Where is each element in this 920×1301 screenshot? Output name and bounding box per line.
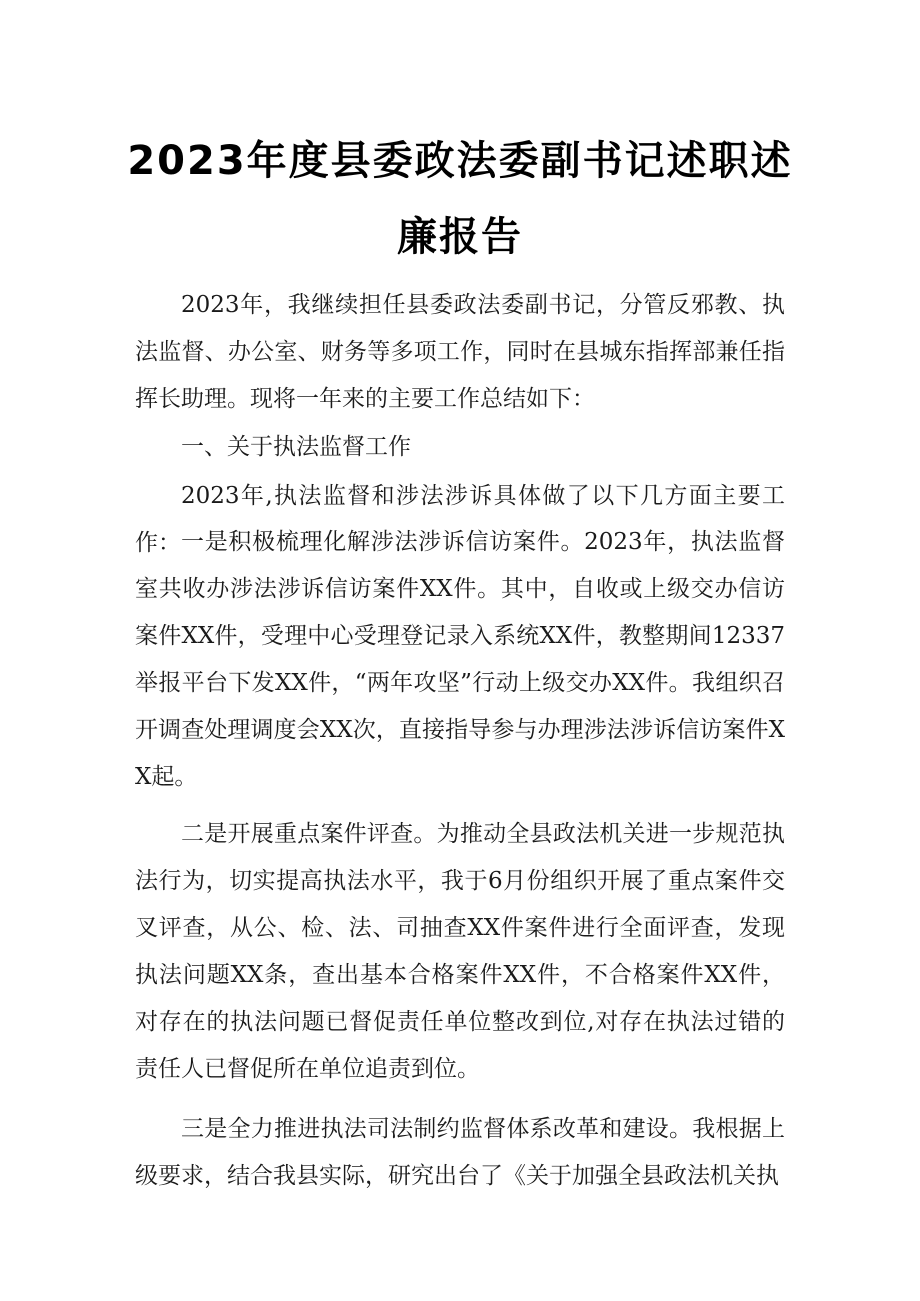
paragraph-item-one: 一是积极梳理化解涉法涉诉信访案件。2023年，执法监督室共收办涉法涉诉信访案件XX件。其中，自收或上级交办信访案件XX件，受理中心受理登记录入系统XX件，教整期间12337举报平台下发XX件，“两年攻坚”行动上级交办XX件。我组织召开调查处理调度会XX次，直接指导参与办理涉法涉诉信访案件XX起。 (135, 529, 785, 790)
section-heading-law-enforcement-supervision: 一、关于执法监督工作 (181, 434, 411, 460)
paragraph-item-two: 二是开展重点案件评查。为推动全县政法机关进一步规范执法行为，切实提高执法水平，我于6月份组织开展了重点案件交叉评查，从公、检、法、司抽查XX件案件进行全面评查，发现执法问题XX条，查出基本合格案件XX件，不合格案件XX件，对存在的执法问题已督促责任单位整改到位,对存在执法过错的责任人已督促所在单位追责到位。 (135, 821, 785, 1082)
paragraph-item-three: 三是全力推进执法司法制约监督体系改革和建设。我根据上级要求，结合我县实际，研究出台了《关于加强全县政法机关执 (135, 1116, 785, 1189)
paragraph-section-summary: 2023年,执法监督和涉法涉诉具体做了以下几方面主要工作： (135, 483, 785, 556)
document-title-line-1: 2023年度县委政法委副书记述职述 (127, 138, 793, 184)
paragraph-intro: 2023年，我继续担任县委政法委副书记，分管反邪教、执法监督、办公室、财务等多项工作，同时在县城东指挥部兼任指挥长助理。现将一年来的主要工作总结如下： (135, 292, 785, 412)
document-title-line-2: 廉报告 (397, 214, 523, 260)
